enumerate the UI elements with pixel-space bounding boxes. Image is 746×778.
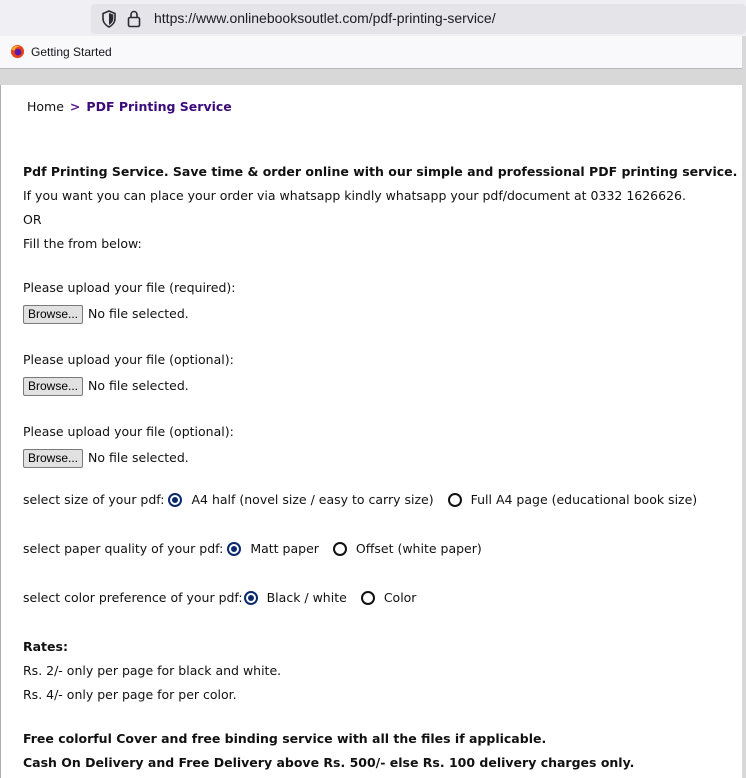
or-text: OR bbox=[23, 212, 42, 227]
color-radio-bw[interactable] bbox=[244, 591, 258, 605]
intro-headline: Pdf Printing Service. Save time & order online with our simple and professional PDF printing service. bbox=[23, 164, 738, 179]
rate-bw: Rs. 2/- only per page for black and white. bbox=[23, 663, 282, 678]
upload-1-label: Please upload your file (required): bbox=[23, 280, 236, 295]
upload-3-status: No file selected. bbox=[88, 450, 189, 465]
upload-1-browse-button[interactable]: Browse... bbox=[23, 305, 83, 324]
upload-1-status: No file selected. bbox=[88, 306, 189, 321]
firefox-icon bbox=[10, 44, 25, 59]
window-frame-right bbox=[742, 36, 746, 778]
upload-3-label: Please upload your file (optional): bbox=[23, 424, 234, 439]
upload-2-field bbox=[23, 374, 189, 398]
lock-icon[interactable] bbox=[127, 10, 141, 28]
whatsapp-info: If you want you can place your order via whatsapp kindly whatsapp your pdf/document at 0332 1626626. bbox=[23, 188, 686, 203]
browser-toolbar bbox=[0, 0, 746, 36]
upload-2-status: No file selected. bbox=[88, 378, 189, 393]
bookmark-label: Getting Started bbox=[31, 44, 112, 59]
free-cover-note: Free colorful Cover and free binding service with all the files if applicable. bbox=[23, 731, 547, 746]
fill-form-text: Fill the from below: bbox=[23, 236, 142, 251]
paper-radio-group bbox=[23, 537, 492, 561]
size-radio-a4-half[interactable] bbox=[168, 493, 182, 507]
window-frame-left bbox=[0, 85, 1, 778]
upload-3-browse-button[interactable]: Browse... bbox=[23, 449, 83, 468]
size-option-full-a4[interactable]: Full A4 page (educational book size) bbox=[470, 492, 698, 507]
size-label: select size of your pdf: bbox=[23, 492, 165, 507]
paper-option-matt[interactable]: Matt paper bbox=[250, 541, 319, 556]
size-option-a4-half[interactable]: A4 half (novel size / easy to carry size) bbox=[191, 492, 434, 507]
size-radio-group bbox=[23, 488, 707, 512]
paper-radio-offset[interactable] bbox=[333, 542, 347, 556]
bookmark-getting-started[interactable] bbox=[10, 44, 112, 59]
breadcrumb bbox=[27, 95, 232, 119]
page-top-band bbox=[0, 68, 746, 85]
breadcrumb-current: PDF Printing Service bbox=[86, 99, 232, 114]
size-radio-full-a4[interactable] bbox=[448, 493, 462, 507]
breadcrumb-separator: > bbox=[69, 99, 81, 114]
rates-title: Rates: bbox=[23, 639, 68, 654]
color-radio-group bbox=[23, 586, 426, 610]
paper-radio-matt[interactable] bbox=[227, 542, 241, 556]
upload-2-browse-button[interactable]: Browse... bbox=[23, 377, 83, 396]
color-option-color[interactable]: Color bbox=[383, 590, 417, 605]
color-radio-color[interactable] bbox=[361, 591, 375, 605]
breadcrumb-home-link[interactable]: Home bbox=[27, 99, 64, 114]
paper-label: select paper quality of your pdf: bbox=[23, 541, 224, 556]
bookmarks-bar bbox=[0, 36, 746, 68]
upload-3-field bbox=[23, 446, 189, 470]
color-option-bw[interactable]: Black / white bbox=[266, 590, 347, 605]
delivery-note: Cash On Delivery and Free Delivery above Rs. 500/- else Rs. 100 delivery charges only. bbox=[23, 755, 635, 770]
upload-2-label: Please upload your file (optional): bbox=[23, 352, 234, 367]
paper-option-offset[interactable]: Offset (white paper) bbox=[355, 541, 482, 556]
rate-color: Rs. 4/- only per page for per color. bbox=[23, 687, 237, 702]
tracking-shield-icon[interactable] bbox=[101, 10, 117, 28]
url-text[interactable]: https://www.onlinebooksoutlet.com/pdf-printing-service/ bbox=[154, 10, 496, 26]
upload-1-field bbox=[23, 302, 189, 326]
color-label: select color preference of your pdf: bbox=[23, 590, 243, 605]
